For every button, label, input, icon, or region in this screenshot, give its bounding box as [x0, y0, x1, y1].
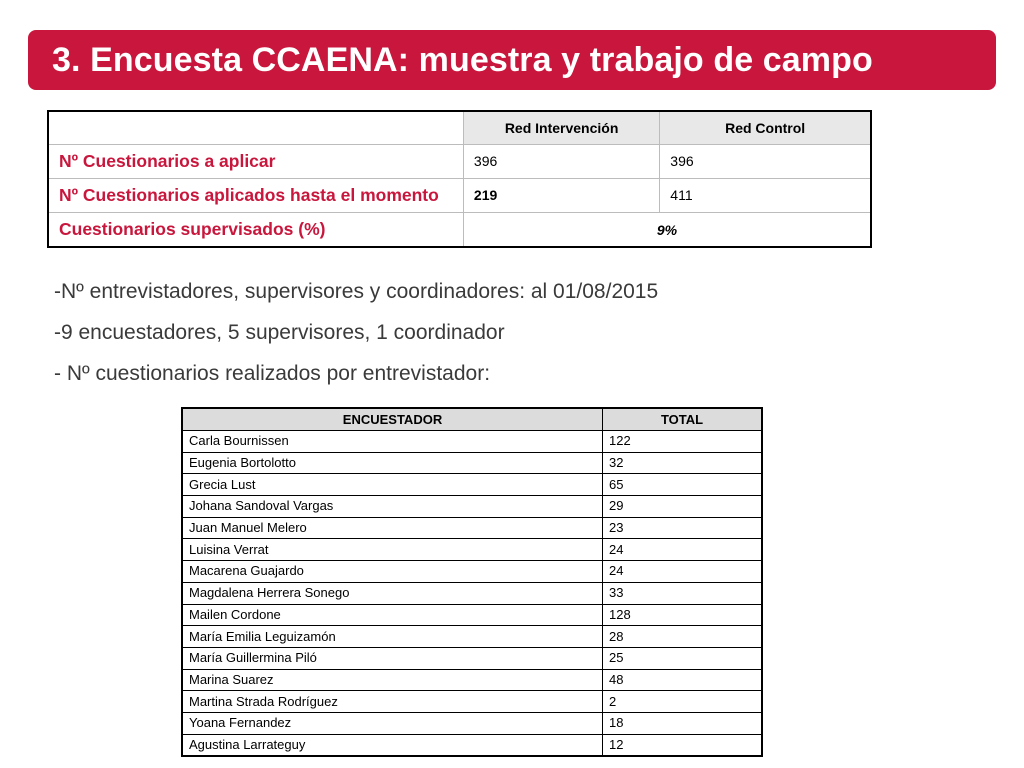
encuestador-name-cell: Martina Strada Rodríguez: [182, 691, 603, 713]
encuestador-total-cell: 28: [603, 626, 763, 648]
encuestador-row: [182, 691, 762, 713]
encuestador-total-cell: 24: [603, 561, 763, 583]
encuestador-total-cell: 2: [603, 691, 763, 713]
summary-row: [48, 179, 871, 213]
encuestador-row: [182, 604, 762, 626]
encuestador-row: [182, 431, 762, 453]
encuestador-total-cell: 128: [603, 604, 763, 626]
page-title: 3. Encuesta CCAENA: muestra y trabajo de campo: [52, 40, 873, 79]
encuestador-name-cell: Mailen Cordone: [182, 604, 603, 626]
encuestador-row: [182, 561, 762, 583]
encuestador-row: [182, 539, 762, 561]
encuestador-table: [181, 407, 763, 757]
summary-cell-intervencion: 219: [463, 179, 659, 213]
summary-cell-control: 411: [660, 179, 871, 213]
summary-cell-merged: 9%: [463, 213, 871, 248]
encuestador-name-cell: Macarena Guajardo: [182, 561, 603, 583]
encuestador-row: [182, 647, 762, 669]
encuestador-total-cell: 48: [603, 669, 763, 691]
encuestador-total-cell: 33: [603, 582, 763, 604]
summary-header-intervencion: Red Intervención: [463, 111, 659, 145]
encuestador-total-cell: 122: [603, 431, 763, 453]
bullet-item: - Nº cuestionarios realizados por entrevistador:: [54, 362, 491, 385]
summary-cell-intervencion: 396: [463, 145, 659, 179]
encuestador-name-cell: María Emilia Leguizamón: [182, 626, 603, 648]
encuestador-row: [182, 669, 762, 691]
encuestador-total-cell: 24: [603, 539, 763, 561]
summary-row-label: Nº Cuestionarios aplicados hasta el momento: [48, 179, 463, 213]
encuestador-header-total: TOTAL: [603, 408, 763, 431]
bullet-item: -9 encuestadores, 5 supervisores, 1 coordinador: [54, 321, 505, 344]
encuestador-name-cell: Eugenia Bortolotto: [182, 452, 603, 474]
encuestador-name-cell: Magdalena Herrera Sonego: [182, 582, 603, 604]
encuestador-total-cell: 23: [603, 517, 763, 539]
encuestador-name-cell: Agustina Larrateguy: [182, 734, 603, 756]
summary-row: [48, 213, 871, 248]
encuestador-total-cell: 65: [603, 474, 763, 496]
title-bar: [28, 30, 996, 90]
encuestador-row: [182, 734, 762, 756]
encuestador-name-cell: Marina Suarez: [182, 669, 603, 691]
encuestador-row: [182, 712, 762, 734]
bullet-list: [54, 276, 954, 399]
encuestador-total-cell: 18: [603, 712, 763, 734]
summary-header-blank: [48, 111, 463, 145]
encuestador-total-cell: 29: [603, 496, 763, 518]
encuestador-name-cell: María Guillermina Piló: [182, 647, 603, 669]
encuestador-row: [182, 517, 762, 539]
encuestador-row: [182, 474, 762, 496]
encuestador-row: [182, 496, 762, 518]
encuestador-total-cell: 12: [603, 734, 763, 756]
summary-cell-control: 396: [660, 145, 871, 179]
encuestador-header-row: [182, 408, 762, 431]
encuestador-name-cell: Luisina Verrat: [182, 539, 603, 561]
encuestador-name-cell: Johana Sandoval Vargas: [182, 496, 603, 518]
encuestador-name-cell: Grecia Lust: [182, 474, 603, 496]
summary-row-label: Cuestionarios supervisados (%): [48, 213, 463, 248]
encuestador-row: [182, 626, 762, 648]
encuestador-row: [182, 452, 762, 474]
encuestador-total-cell: 32: [603, 452, 763, 474]
encuestador-name-cell: Juan Manuel Melero: [182, 517, 603, 539]
encuestador-row: [182, 582, 762, 604]
summary-header-row: [48, 111, 871, 145]
summary-table: [47, 110, 872, 248]
summary-header-control: Red Control: [660, 111, 871, 145]
encuestador-total-cell: 25: [603, 647, 763, 669]
summary-row: [48, 145, 871, 179]
encuestador-name-cell: Yoana Fernandez: [182, 712, 603, 734]
encuestador-table-body: [182, 431, 762, 757]
encuestador-name-cell: Carla Bournissen: [182, 431, 603, 453]
bullet-item: -Nº entrevistadores, supervisores y coordinadores: al 01/08/2015: [54, 280, 659, 303]
summary-row-label: Nº Cuestionarios a aplicar: [48, 145, 463, 179]
encuestador-header-name: ENCUESTADOR: [182, 408, 603, 431]
